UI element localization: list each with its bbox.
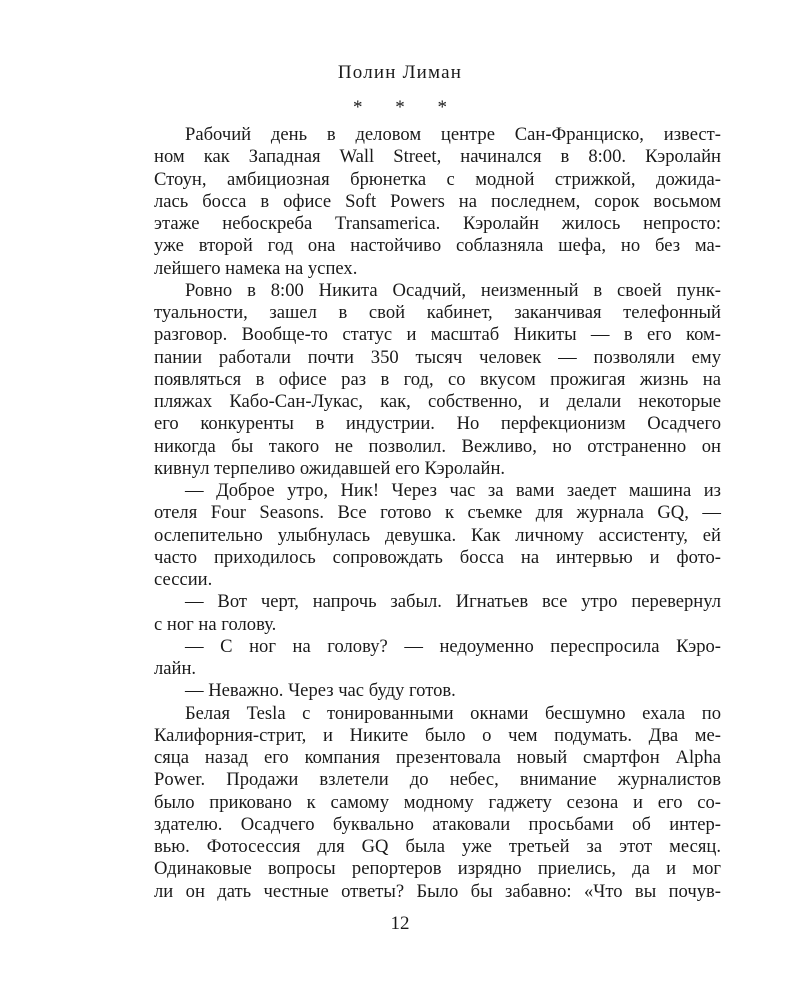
paragraph xyxy=(123,636,721,681)
text-line: никогда бы такого не позволил. Вежливо, но отстраненно он xyxy=(154,435,721,457)
paragraph xyxy=(123,280,721,480)
text-line: лейшего намека на успех. xyxy=(154,257,358,279)
text-line: часто приходилось сопровождать босса на интервью и фото- xyxy=(154,546,721,568)
text-line: — Вот черт, напрочь забыл. Игнатьев все утро перевернул xyxy=(185,591,721,613)
paragraph xyxy=(123,680,721,702)
text-line: Power. Продажи взлетели до небес, внимание журналистов xyxy=(154,769,721,791)
text-line: пании работали почти 350 тысяч человек — позволяли ему xyxy=(154,346,721,368)
text-line: Белая Tesla с тонированными окнами бесшумно ехала по xyxy=(185,702,721,724)
text-line: здателю. Осадчего буквально атаковали просьбами об интер- xyxy=(154,813,721,835)
text-line: его конкуренты в индустрии. Но перфекционизм Осадчего xyxy=(154,413,721,435)
text-line: с ног на голову. xyxy=(154,613,277,635)
text-line: разговор. Вообще-то статус и масштаб Никиты — в его ком- xyxy=(154,324,721,346)
text-line: ном как Западная Wall Street, начинался в 8:00. Кэролайн xyxy=(154,146,721,168)
page-number: 12 xyxy=(390,913,410,934)
text-line: уже второй год она настойчиво соблазняла шефа, но без ма- xyxy=(154,235,721,257)
text-line: Ровно в 8:00 Никита Осадчий, неизменный в своей пунк- xyxy=(185,279,721,301)
text-line: кивнул терпеливо ожидавшей его Кэролайн. xyxy=(154,457,506,479)
text-line: Стоун, амбициозная брюнетка с модной стрижкой, дожида- xyxy=(154,168,721,190)
text-line: лась босса в офисе Soft Powers на последнем, сорок восьмом xyxy=(154,190,721,212)
paragraph xyxy=(123,703,721,903)
text-line: было приковано к самому модному гаджету сезона и его со- xyxy=(154,791,721,813)
text-line: — Неважно. Через час буду готов. xyxy=(185,680,456,702)
text-line: — С ног на голову? — недоуменно переспросила Кэро- xyxy=(185,635,721,657)
text-line: этаже небоскреба Transamerica. Кэролайн жилось непросто: xyxy=(154,213,721,234)
text-line: сяца назад его компания презентовала новый смартфон Alpha xyxy=(154,747,721,768)
running-head: Полин Лиман xyxy=(337,62,463,83)
text-line: отеля Four Seasons. Все готово к съемке для журнала GQ, — xyxy=(154,502,721,524)
text-line: вью. Фотосессия для GQ была уже третьей за этот месяц. xyxy=(154,836,721,857)
paragraph xyxy=(123,591,721,636)
body-text xyxy=(123,124,721,903)
paragraph xyxy=(123,124,721,280)
text-line: туальности, зашел в свой кабинет, заканчивая телефонный xyxy=(154,302,721,323)
paragraph xyxy=(123,480,721,591)
text-line: ослепительно улыбнулась девушка. Как личному ассистенту, ей xyxy=(154,524,721,546)
text-line: Рабочий день в деловом центре Сан-Франциско, извест- xyxy=(185,124,721,145)
text-line: появляться в офисе раз в год, со вкусом прожигая жизнь на xyxy=(154,368,721,390)
section-separator: * * * xyxy=(353,97,461,118)
text-line: Одинаковые вопросы репортеров изрядно приелись, да и мог xyxy=(154,858,721,880)
text-line: ли он дать честные ответы? Было бы забавно: «Что вы почув- xyxy=(154,880,721,902)
text-line: Калифорния-стрит, и Никите было о чем подумать. Два ме- xyxy=(154,724,721,746)
text-line: лайн. xyxy=(154,658,197,679)
text-line: пляжах Кабо-Сан-Лукас, как, собственно, и делали некоторые xyxy=(154,391,721,412)
text-line: сессии. xyxy=(154,569,213,590)
text-line: — Доброе утро, Ник! Через час за вами заедет машина из xyxy=(185,480,721,501)
